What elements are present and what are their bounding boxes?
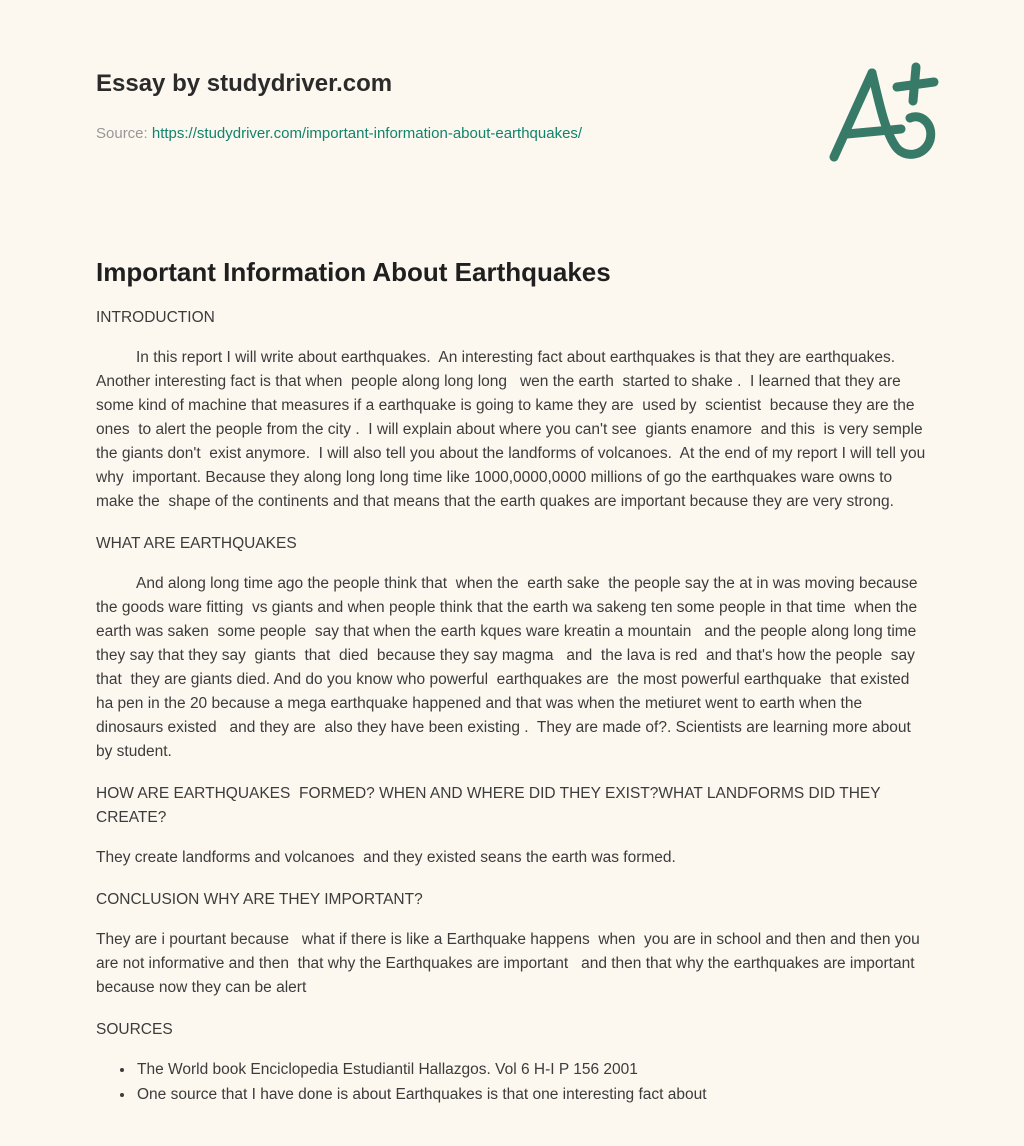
paragraph-what-are-earthquakes: And along long time ago the people think that when the earth sake the people say the at in was moving because the goods ware fitting vs giants and when people think that the earth wa sakeng ten some people in that time when the earth was saken some people say that when the earth kques ware kreatin a mountain and the people along long time they say that they say giants that died because they say magma and the lava is red and that's how the people say that they are giants died. And do you know who powerful earthquakes are the most powerful earthquake that existed ha pen in the 20 because a mega earthquake happened and that was when the metiuret went to earth when the dinosaurs existed and they are also they have been existing . They are made of?. Scientists are learning more about by student. — [96, 575, 927, 760]
source-link[interactable]: https://studydriver.com/important-information-about-earthquakes/ — [151, 125, 583, 142]
section-heading-how-formed: HOW ARE EARTHQUAKES FORMED? WHEN AND WHERE DID THEY EXIST?WHAT LANDFORMS DID THEY CREATE? — [96, 785, 885, 826]
section-heading-what-are-earthquakes: WHAT ARE EARTHQUAKES — [96, 535, 297, 552]
source-line — [96, 124, 928, 144]
paragraph-how-formed: They create landforms and volcanoes and they existed seans the earth was formed. — [96, 849, 676, 866]
paragraph-conclusion: They are i pourtant because what if there is like a Earthquake happens when you are in school and then and then you are not informative and then that why the Earthquakes are important and then that why the earthquakes are important because now they can be alert — [96, 931, 925, 996]
source-label: Source: — [96, 125, 148, 142]
list-item: • One source that I have done is about Earthquakes is that one interesting fact about — [135, 1083, 928, 1108]
header-title: Essay by studydriver.com — [96, 70, 393, 97]
list-item: • The World book Enciclopedia Estudiantil Hallazgos. Vol 6 H-I P 156 2001 — [135, 1058, 928, 1083]
paragraph-introduction: In this report I will write about earthquakes. An interesting fact about earthquakes is that they are earthquakes. Another interesting fact is that when people along long long wen the earth started to shake . I learned that they are some kind of machine that measures if a earthquake is going to kame they are used by scientist because they are the ones to alert the people from the city . I will explain about where you can't see giants enamore and this is very semple the giants don't exist anymore. I will also tell you about the landforms of volcanoes. At the end of my report I will tell you why important. Because they along long long time like 1000,0000,0000 millions of go the earthquakes ware owns to make the shape of the continents and that means that the earth quakes are important because they are very strong. — [96, 349, 930, 510]
a-plus-logo-icon — [822, 60, 942, 164]
document-header — [96, 70, 928, 144]
section-heading-conclusion: CONCLUSION WHY ARE THEY IMPORTANT? — [96, 891, 423, 908]
article-title: Important Information About Earthquakes — [96, 257, 611, 287]
section-heading-sources: SOURCES — [96, 1021, 173, 1038]
sources-list — [96, 1058, 928, 1107]
section-heading-introduction: INTRODUCTION — [96, 309, 215, 326]
